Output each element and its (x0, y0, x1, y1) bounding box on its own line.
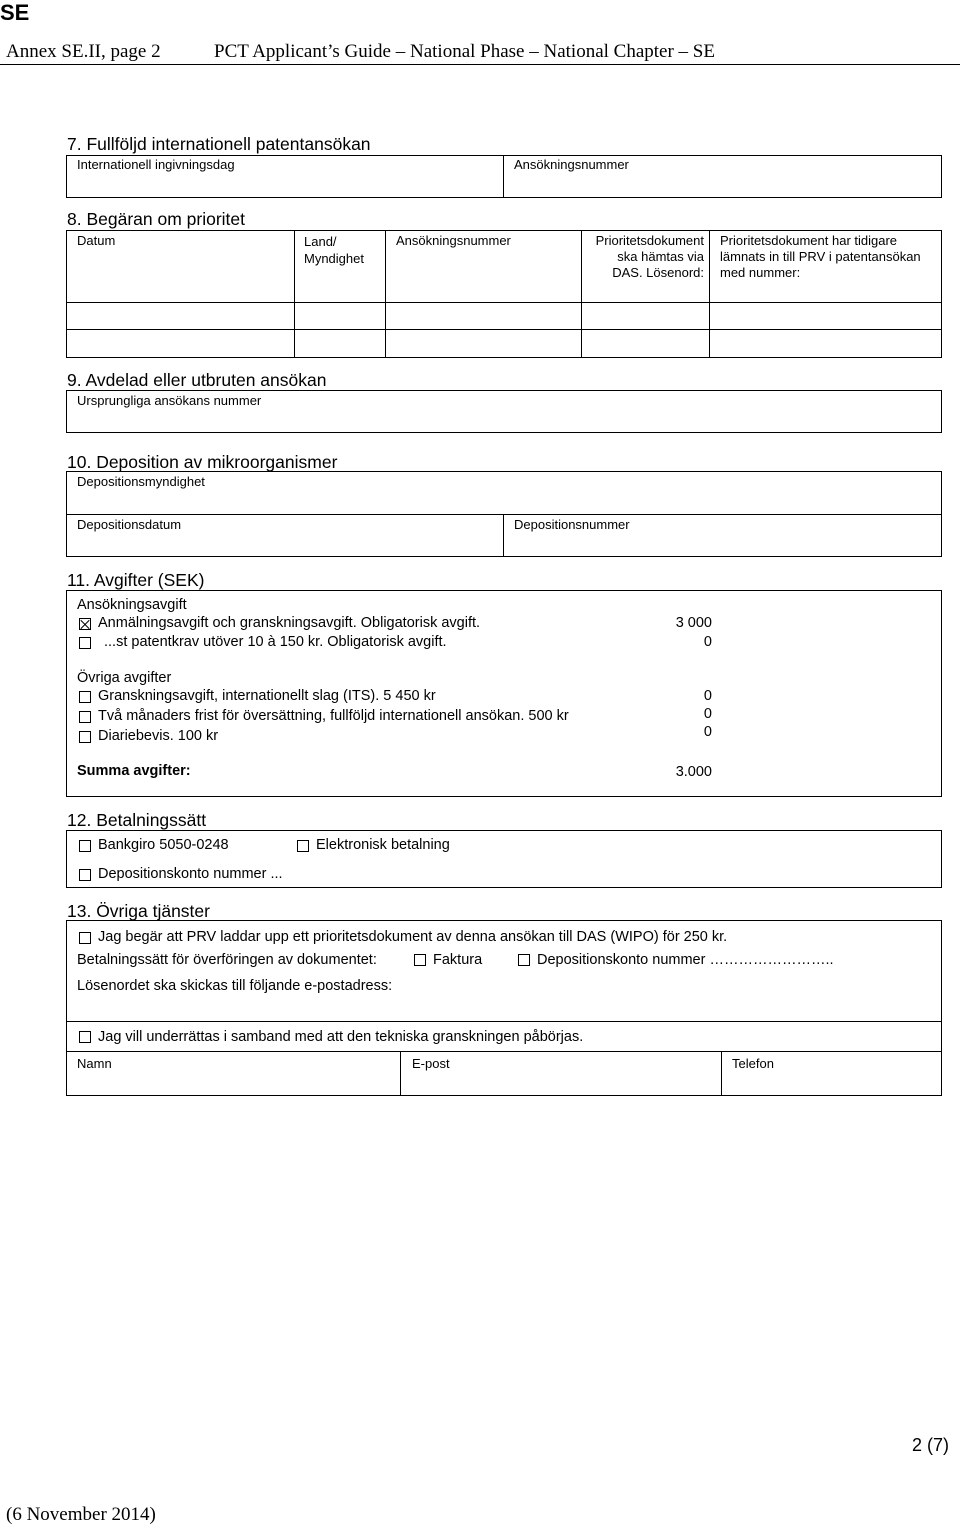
divider (709, 230, 710, 358)
name-label: Namn (77, 1056, 112, 1071)
das-request-checkbox[interactable] (79, 932, 91, 944)
section-12-title: 12. Betalningssätt (67, 810, 207, 830)
electronic-payment-label: Elektronisk betalning (316, 837, 450, 853)
annex-reference: Annex SE.II, page 2 (6, 41, 161, 62)
footer-date: (6 November 2014) (6, 1504, 156, 1525)
electronic-payment-checkbox[interactable] (297, 840, 309, 852)
deposit-number-label: Depositionsnummer (514, 517, 630, 532)
name-field[interactable] (70, 1072, 396, 1092)
other-fee-checkbox[interactable] (79, 711, 91, 723)
phone-field[interactable] (725, 1072, 938, 1092)
invoice-checkbox[interactable] (414, 954, 426, 966)
divider (66, 1021, 942, 1022)
other-fee-label: Granskningsavgift, internationellt slag (ITS). 5 450 kr (98, 688, 436, 704)
divider (581, 230, 582, 358)
other-fee-amount: 0 (703, 688, 712, 704)
notify-checkbox[interactable] (79, 1031, 91, 1043)
deposit-date-label: Depositionsdatum (77, 517, 182, 532)
divider (294, 230, 295, 358)
fee-checkbox[interactable] (79, 637, 91, 649)
guide-title: PCT Applicant’s Guide – National Phase – National Chapter – SE (214, 41, 715, 62)
email-field[interactable] (404, 1072, 717, 1092)
application-number-label: Ansökningsnummer (514, 157, 629, 172)
original-number-field[interactable] (70, 410, 936, 430)
divider (721, 1051, 722, 1096)
section-9-title: 9. Avdelad eller utbruten ansökan (67, 370, 327, 390)
other-fee-label: Två månaders frist för översättning, fullföljd internationell ansökan. 500 kr (98, 708, 569, 724)
section-7-title: 7. Fullföljd internationell patentansökan (67, 134, 371, 154)
total-fees-amount: 3.000 (675, 764, 712, 780)
deposit-authority-label: Depositionsmyndighet (77, 474, 205, 489)
priority-previous-header: Prioritetsdokument har tidigare lämnats in till PRV i patentansökan med nummer: (720, 233, 921, 280)
bankgiro-label: Bankgiro 5050-0248 (98, 837, 229, 853)
section-13-title: 13. Övriga tjänster (67, 901, 210, 921)
page-number: 2 (7) (912, 1435, 950, 1455)
fee-label: Anmälningsavgift och granskningsavgift. Obligatorisk avgift. (98, 615, 481, 631)
fee-label: ...st patentkrav utöver 10 à 150 kr. Obligatorisk avgift. (104, 634, 447, 650)
section-8-title: 8. Begäran om prioritet (67, 209, 246, 229)
phone-label: Telefon (732, 1056, 774, 1071)
section-10-title: 10. Deposition av mikroorganismer (67, 452, 338, 472)
filing-date-field[interactable] (70, 175, 498, 195)
original-number-label: Ursprungliga ansökans nummer (77, 393, 262, 408)
divider (66, 302, 942, 303)
divider (400, 1051, 401, 1096)
fee-amount: 0 (703, 634, 712, 650)
divider (66, 1051, 942, 1052)
notify-label: Jag vill underrättas i samband med att den tekniska granskningen påbörjas. (98, 1029, 584, 1045)
application-fee-heading: Ansökningsavgift (77, 597, 187, 613)
deposit-account-checkbox[interactable] (79, 869, 91, 881)
priority-das-header: Prioritetsdokument ska hämtas via DAS. Lösenord: (595, 233, 704, 280)
divider (66, 514, 942, 515)
divider (503, 514, 504, 557)
password-email-label: Lösenordet ska skickas till följande e-postadress: (77, 978, 393, 994)
email-label: E-post (412, 1056, 450, 1071)
fee-checkbox[interactable] (79, 618, 91, 630)
divider (66, 329, 942, 330)
other-fee-label: Diariebevis. 100 kr (98, 728, 219, 744)
total-fees-label: Summa avgifter: (77, 763, 191, 779)
other-fee-checkbox[interactable] (79, 731, 91, 743)
priority-country-header: Land/ Myndighet (304, 234, 364, 266)
priority-date-header: Datum (77, 233, 116, 248)
priority-appno-header: Ansökningsnummer (396, 233, 511, 248)
invoice-label: Faktura (433, 952, 483, 968)
das-deposit-account-checkbox[interactable] (518, 954, 530, 966)
divider (503, 155, 504, 198)
section-11-title: 11. Avgifter (SEK) (67, 570, 205, 590)
filing-date-label: Internationell ingivningsdag (77, 157, 235, 172)
services-box (66, 920, 942, 1096)
application-number-field[interactable] (508, 175, 936, 195)
other-fees-heading: Övriga avgifter (77, 670, 172, 686)
country-code: SE (0, 0, 30, 25)
other-fee-amount: 0 (703, 706, 712, 722)
payment-method-label: Betalningssätt för överföringen av dokumentet: (77, 952, 377, 968)
das-request-label: Jag begär att PRV laddar upp ett prioritetsdokument av denna ansökan till DAS (WIPO) för 250 kr. (98, 929, 728, 945)
deposit-account-label: Depositionskonto nummer ... (98, 866, 283, 882)
divider (385, 230, 386, 358)
other-fee-amount: 0 (703, 724, 712, 740)
header-rule (0, 64, 960, 65)
das-deposit-account-label: Depositionskonto nummer …………………….. (537, 952, 834, 968)
bankgiro-checkbox[interactable] (79, 840, 91, 852)
other-fee-checkbox[interactable] (79, 691, 91, 703)
fee-amount: 3 000 (675, 615, 712, 631)
